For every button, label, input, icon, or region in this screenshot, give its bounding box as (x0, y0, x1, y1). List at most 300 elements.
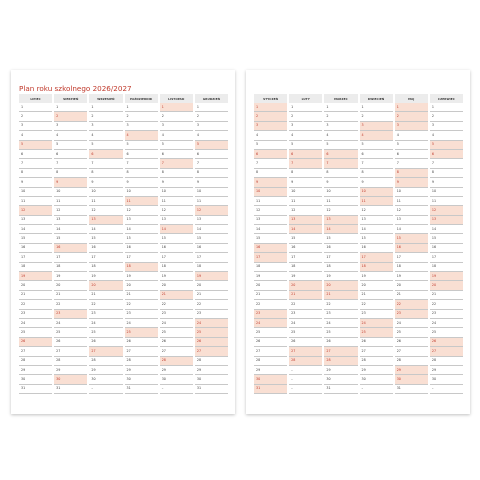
day-cell[interactable] (54, 216, 87, 225)
day-cell[interactable] (324, 291, 357, 300)
day-cell[interactable] (324, 103, 357, 112)
day-cell[interactable] (395, 357, 428, 366)
day-cell[interactable] (160, 150, 193, 159)
day-cell[interactable] (125, 141, 158, 150)
day-cell[interactable] (89, 225, 122, 234)
day-cell[interactable] (160, 225, 193, 234)
day-cell[interactable] (430, 272, 463, 281)
day-cell[interactable] (395, 159, 428, 168)
day-cell[interactable] (125, 169, 158, 178)
day-cell[interactable] (19, 216, 52, 225)
day-cell[interactable] (324, 253, 357, 262)
day-cell[interactable] (289, 319, 322, 328)
day-cell[interactable] (89, 253, 122, 262)
day-cell[interactable] (360, 234, 393, 243)
day-cell[interactable] (254, 122, 287, 131)
day-cell[interactable] (324, 347, 357, 356)
day-cell[interactable] (430, 225, 463, 234)
day-cell[interactable] (430, 319, 463, 328)
day-cell[interactable] (160, 234, 193, 243)
day-cell[interactable] (324, 159, 357, 168)
day-cell[interactable] (160, 253, 193, 262)
day-cell[interactable] (160, 216, 193, 225)
day-cell[interactable] (160, 103, 193, 112)
day-cell[interactable] (360, 216, 393, 225)
day-cell[interactable] (195, 122, 228, 131)
day-cell[interactable] (395, 112, 428, 121)
day-cell[interactable] (160, 385, 193, 394)
day-cell[interactable] (324, 244, 357, 253)
day-cell[interactable] (360, 310, 393, 319)
day-cell[interactable] (254, 291, 287, 300)
day-cell[interactable] (19, 272, 52, 281)
day-cell[interactable] (430, 188, 463, 197)
day-cell[interactable] (54, 253, 87, 262)
day-cell[interactable] (89, 291, 122, 300)
day-cell[interactable] (360, 188, 393, 197)
day-cell[interactable] (19, 169, 52, 178)
day-cell[interactable] (360, 319, 393, 328)
day-cell[interactable] (19, 244, 52, 253)
day-cell[interactable] (254, 169, 287, 178)
day-cell[interactable] (324, 263, 357, 272)
day-cell[interactable] (289, 328, 322, 337)
day-cell[interactable] (289, 366, 322, 375)
day-cell[interactable] (430, 338, 463, 347)
day-cell[interactable] (289, 338, 322, 347)
day-cell[interactable] (254, 253, 287, 262)
day-cell[interactable] (395, 272, 428, 281)
day-cell[interactable] (360, 375, 393, 384)
day-cell[interactable] (254, 244, 287, 253)
day-cell[interactable] (289, 141, 322, 150)
day-cell[interactable] (195, 272, 228, 281)
day-cell[interactable] (360, 272, 393, 281)
day-cell[interactable] (160, 319, 193, 328)
day-cell[interactable] (430, 159, 463, 168)
day-cell[interactable] (430, 300, 463, 309)
day-cell[interactable] (54, 178, 87, 187)
day-cell[interactable] (89, 310, 122, 319)
day-cell[interactable] (430, 150, 463, 159)
day-cell[interactable] (89, 216, 122, 225)
day-cell[interactable] (160, 169, 193, 178)
day-cell[interactable] (160, 131, 193, 140)
day-cell[interactable] (324, 300, 357, 309)
day-cell[interactable] (19, 310, 52, 319)
day-cell[interactable] (19, 159, 52, 168)
day-cell[interactable] (160, 272, 193, 281)
day-cell[interactable] (430, 385, 463, 394)
day-cell[interactable] (324, 141, 357, 150)
day-cell[interactable] (324, 375, 357, 384)
day-cell[interactable] (395, 244, 428, 253)
day-cell[interactable] (195, 188, 228, 197)
day-cell[interactable] (430, 328, 463, 337)
day-cell[interactable] (254, 178, 287, 187)
day-cell[interactable] (289, 385, 322, 394)
day-cell[interactable] (19, 141, 52, 150)
day-cell[interactable] (19, 338, 52, 347)
day-cell[interactable] (160, 244, 193, 253)
day-cell[interactable] (254, 131, 287, 140)
day-cell[interactable] (360, 328, 393, 337)
day-cell[interactable] (89, 112, 122, 121)
day-cell[interactable] (324, 272, 357, 281)
day-cell[interactable] (19, 385, 52, 394)
day-cell[interactable] (360, 197, 393, 206)
day-cell[interactable] (54, 357, 87, 366)
day-cell[interactable] (160, 122, 193, 131)
day-cell[interactable] (160, 357, 193, 366)
day-cell[interactable] (395, 310, 428, 319)
day-cell[interactable] (125, 375, 158, 384)
day-cell[interactable] (195, 338, 228, 347)
day-cell[interactable] (54, 234, 87, 243)
day-cell[interactable] (195, 159, 228, 168)
day-cell[interactable] (360, 159, 393, 168)
day-cell[interactable] (395, 234, 428, 243)
day-cell[interactable] (254, 281, 287, 290)
day-cell[interactable] (395, 253, 428, 262)
day-cell[interactable] (324, 188, 357, 197)
day-cell[interactable] (125, 357, 158, 366)
day-cell[interactable] (360, 253, 393, 262)
day-cell[interactable] (360, 122, 393, 131)
day-cell[interactable] (360, 206, 393, 215)
day-cell[interactable] (125, 300, 158, 309)
day-cell[interactable] (195, 263, 228, 272)
day-cell[interactable] (324, 216, 357, 225)
day-cell[interactable] (289, 112, 322, 121)
day-cell[interactable] (324, 150, 357, 159)
day-cell[interactable] (395, 188, 428, 197)
day-cell[interactable] (254, 159, 287, 168)
day-cell[interactable] (430, 122, 463, 131)
day-cell[interactable] (395, 319, 428, 328)
day-cell[interactable] (289, 188, 322, 197)
day-cell[interactable] (54, 310, 87, 319)
day-cell[interactable] (195, 197, 228, 206)
day-cell[interactable] (395, 103, 428, 112)
day-cell[interactable] (89, 347, 122, 356)
day-cell[interactable] (19, 122, 52, 131)
day-cell[interactable] (360, 347, 393, 356)
day-cell[interactable] (360, 225, 393, 234)
day-cell[interactable] (125, 263, 158, 272)
day-cell[interactable] (89, 281, 122, 290)
day-cell[interactable] (289, 347, 322, 356)
day-cell[interactable] (19, 206, 52, 215)
day-cell[interactable] (19, 263, 52, 272)
day-cell[interactable] (19, 319, 52, 328)
day-cell[interactable] (195, 169, 228, 178)
day-cell[interactable] (254, 188, 287, 197)
day-cell[interactable] (160, 347, 193, 356)
day-cell[interactable] (19, 234, 52, 243)
day-cell[interactable] (89, 385, 122, 394)
day-cell[interactable] (395, 366, 428, 375)
day-cell[interactable] (125, 319, 158, 328)
day-cell[interactable] (19, 300, 52, 309)
day-cell[interactable] (254, 197, 287, 206)
day-cell[interactable] (289, 291, 322, 300)
day-cell[interactable] (195, 141, 228, 150)
day-cell[interactable] (89, 103, 122, 112)
day-cell[interactable] (254, 263, 287, 272)
day-cell[interactable] (254, 150, 287, 159)
day-cell[interactable] (19, 178, 52, 187)
day-cell[interactable] (125, 159, 158, 168)
day-cell[interactable] (254, 310, 287, 319)
day-cell[interactable] (254, 347, 287, 356)
day-cell[interactable] (195, 319, 228, 328)
day-cell[interactable] (195, 131, 228, 140)
day-cell[interactable] (324, 366, 357, 375)
day-cell[interactable] (89, 178, 122, 187)
day-cell[interactable] (430, 178, 463, 187)
day-cell[interactable] (54, 272, 87, 281)
day-cell[interactable] (125, 216, 158, 225)
day-cell[interactable] (125, 310, 158, 319)
day-cell[interactable] (195, 357, 228, 366)
day-cell[interactable] (160, 375, 193, 384)
day-cell[interactable] (324, 112, 357, 121)
day-cell[interactable] (430, 234, 463, 243)
day-cell[interactable] (254, 319, 287, 328)
day-cell[interactable] (395, 150, 428, 159)
day-cell[interactable] (19, 131, 52, 140)
day-cell[interactable] (125, 253, 158, 262)
day-cell[interactable] (160, 197, 193, 206)
day-cell[interactable] (125, 366, 158, 375)
day-cell[interactable] (160, 328, 193, 337)
day-cell[interactable] (195, 112, 228, 121)
day-cell[interactable] (289, 253, 322, 262)
day-cell[interactable] (430, 253, 463, 262)
day-cell[interactable] (254, 375, 287, 384)
day-cell[interactable] (289, 150, 322, 159)
day-cell[interactable] (195, 291, 228, 300)
day-cell[interactable] (324, 169, 357, 178)
day-cell[interactable] (195, 103, 228, 112)
day-cell[interactable] (324, 357, 357, 366)
day-cell[interactable] (54, 319, 87, 328)
day-cell[interactable] (289, 357, 322, 366)
day-cell[interactable] (54, 385, 87, 394)
day-cell[interactable] (195, 347, 228, 356)
day-cell[interactable] (395, 291, 428, 300)
day-cell[interactable] (195, 375, 228, 384)
day-cell[interactable] (125, 385, 158, 394)
day-cell[interactable] (125, 188, 158, 197)
day-cell[interactable] (89, 338, 122, 347)
day-cell[interactable] (195, 178, 228, 187)
day-cell[interactable] (125, 103, 158, 112)
day-cell[interactable] (324, 319, 357, 328)
day-cell[interactable] (89, 263, 122, 272)
day-cell[interactable] (360, 112, 393, 121)
day-cell[interactable] (289, 263, 322, 272)
day-cell[interactable] (160, 366, 193, 375)
day-cell[interactable] (289, 197, 322, 206)
day-cell[interactable] (430, 131, 463, 140)
day-cell[interactable] (360, 291, 393, 300)
day-cell[interactable] (360, 178, 393, 187)
day-cell[interactable] (254, 328, 287, 337)
day-cell[interactable] (19, 112, 52, 121)
day-cell[interactable] (125, 347, 158, 356)
day-cell[interactable] (54, 328, 87, 337)
day-cell[interactable] (324, 225, 357, 234)
day-cell[interactable] (19, 188, 52, 197)
day-cell[interactable] (324, 310, 357, 319)
day-cell[interactable] (430, 263, 463, 272)
day-cell[interactable] (54, 225, 87, 234)
day-cell[interactable] (195, 225, 228, 234)
day-cell[interactable] (289, 169, 322, 178)
day-cell[interactable] (254, 112, 287, 121)
day-cell[interactable] (125, 244, 158, 253)
day-cell[interactable] (89, 244, 122, 253)
day-cell[interactable] (430, 347, 463, 356)
day-cell[interactable] (160, 338, 193, 347)
day-cell[interactable] (324, 131, 357, 140)
day-cell[interactable] (360, 263, 393, 272)
day-cell[interactable] (430, 141, 463, 150)
day-cell[interactable] (289, 310, 322, 319)
day-cell[interactable] (195, 366, 228, 375)
day-cell[interactable] (89, 122, 122, 131)
day-cell[interactable] (89, 206, 122, 215)
day-cell[interactable] (254, 216, 287, 225)
day-cell[interactable] (430, 206, 463, 215)
day-cell[interactable] (360, 281, 393, 290)
day-cell[interactable] (89, 319, 122, 328)
day-cell[interactable] (430, 197, 463, 206)
day-cell[interactable] (54, 263, 87, 272)
day-cell[interactable] (254, 206, 287, 215)
day-cell[interactable] (430, 310, 463, 319)
day-cell[interactable] (395, 338, 428, 347)
day-cell[interactable] (430, 103, 463, 112)
day-cell[interactable] (54, 244, 87, 253)
day-cell[interactable] (395, 216, 428, 225)
day-cell[interactable] (54, 112, 87, 121)
day-cell[interactable] (195, 234, 228, 243)
day-cell[interactable] (160, 291, 193, 300)
day-cell[interactable] (54, 375, 87, 384)
day-cell[interactable] (125, 281, 158, 290)
day-cell[interactable] (54, 122, 87, 131)
day-cell[interactable] (289, 281, 322, 290)
day-cell[interactable] (289, 131, 322, 140)
day-cell[interactable] (430, 281, 463, 290)
day-cell[interactable] (54, 281, 87, 290)
day-cell[interactable] (289, 272, 322, 281)
day-cell[interactable] (54, 131, 87, 140)
day-cell[interactable] (289, 103, 322, 112)
day-cell[interactable] (89, 197, 122, 206)
day-cell[interactable] (395, 206, 428, 215)
day-cell[interactable] (125, 272, 158, 281)
day-cell[interactable] (395, 141, 428, 150)
day-cell[interactable] (195, 206, 228, 215)
day-cell[interactable] (125, 178, 158, 187)
day-cell[interactable] (160, 188, 193, 197)
day-cell[interactable] (360, 300, 393, 309)
day-cell[interactable] (89, 300, 122, 309)
day-cell[interactable] (89, 272, 122, 281)
day-cell[interactable] (395, 347, 428, 356)
day-cell[interactable] (195, 328, 228, 337)
day-cell[interactable] (125, 338, 158, 347)
day-cell[interactable] (54, 150, 87, 159)
day-cell[interactable] (54, 300, 87, 309)
day-cell[interactable] (54, 141, 87, 150)
day-cell[interactable] (289, 300, 322, 309)
day-cell[interactable] (89, 375, 122, 384)
day-cell[interactable] (19, 291, 52, 300)
day-cell[interactable] (254, 357, 287, 366)
day-cell[interactable] (195, 300, 228, 309)
day-cell[interactable] (19, 225, 52, 234)
day-cell[interactable] (19, 197, 52, 206)
day-cell[interactable] (360, 150, 393, 159)
day-cell[interactable] (395, 328, 428, 337)
day-cell[interactable] (19, 281, 52, 290)
day-cell[interactable] (125, 112, 158, 121)
day-cell[interactable] (54, 159, 87, 168)
day-cell[interactable] (360, 141, 393, 150)
day-cell[interactable] (160, 206, 193, 215)
day-cell[interactable] (395, 178, 428, 187)
day-cell[interactable] (430, 244, 463, 253)
day-cell[interactable] (125, 122, 158, 131)
day-cell[interactable] (89, 131, 122, 140)
day-cell[interactable] (360, 131, 393, 140)
day-cell[interactable] (195, 385, 228, 394)
day-cell[interactable] (160, 310, 193, 319)
day-cell[interactable] (160, 263, 193, 272)
day-cell[interactable] (324, 234, 357, 243)
day-cell[interactable] (160, 112, 193, 121)
day-cell[interactable] (254, 103, 287, 112)
day-cell[interactable] (395, 385, 428, 394)
day-cell[interactable] (395, 281, 428, 290)
day-cell[interactable] (125, 197, 158, 206)
day-cell[interactable] (360, 366, 393, 375)
day-cell[interactable] (160, 141, 193, 150)
day-cell[interactable] (54, 291, 87, 300)
day-cell[interactable] (54, 103, 87, 112)
day-cell[interactable] (289, 159, 322, 168)
day-cell[interactable] (125, 131, 158, 140)
day-cell[interactable] (289, 178, 322, 187)
day-cell[interactable] (324, 197, 357, 206)
day-cell[interactable] (289, 206, 322, 215)
day-cell[interactable] (54, 197, 87, 206)
day-cell[interactable] (54, 338, 87, 347)
day-cell[interactable] (430, 112, 463, 121)
day-cell[interactable] (289, 375, 322, 384)
day-cell[interactable] (360, 385, 393, 394)
day-cell[interactable] (254, 234, 287, 243)
day-cell[interactable] (395, 122, 428, 131)
day-cell[interactable] (89, 141, 122, 150)
day-cell[interactable] (324, 206, 357, 215)
day-cell[interactable] (430, 375, 463, 384)
